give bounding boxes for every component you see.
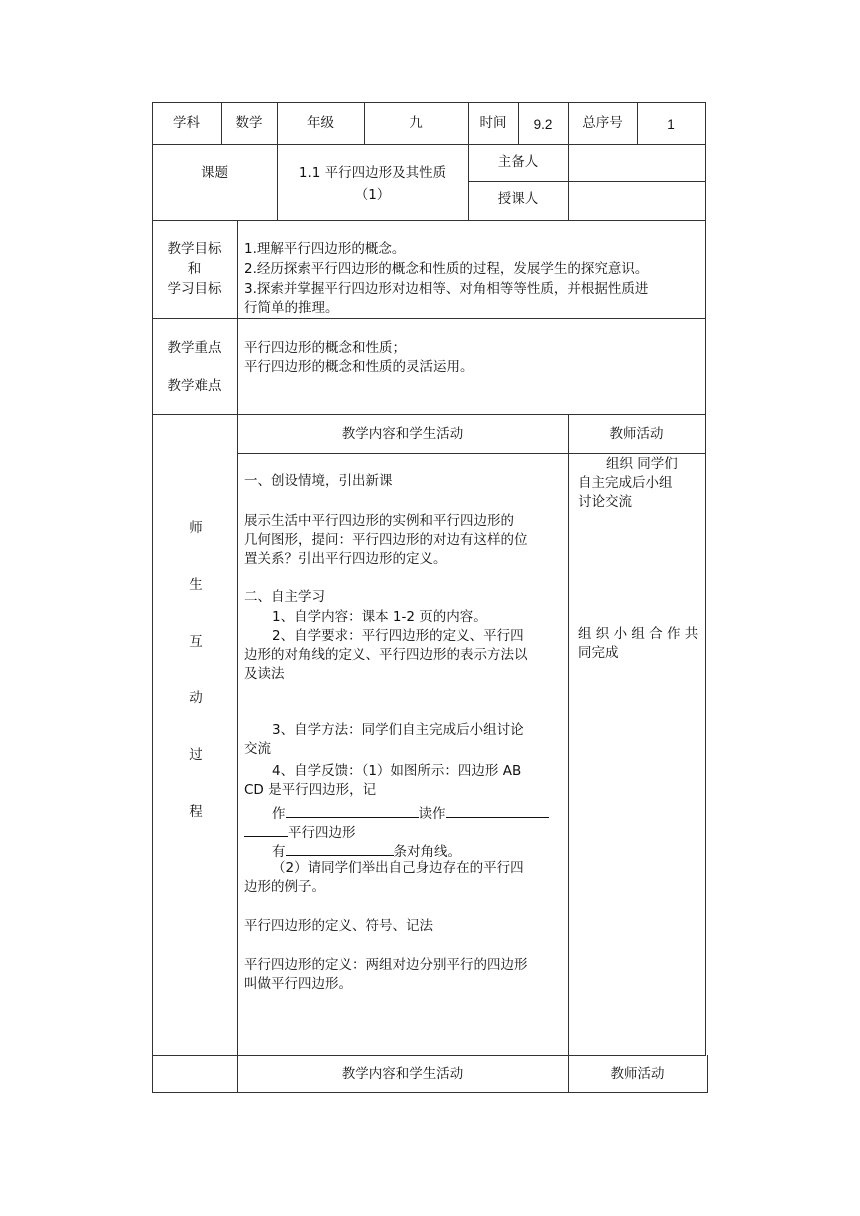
self-study-item: 4、自学反馈：（1）如图所示：四边形 AB [272, 763, 522, 779]
self-study-item: CD 是平行四边形，记 [244, 782, 377, 798]
answer-blank[interactable] [286, 843, 394, 856]
time-label: 时间 [479, 115, 507, 131]
topic-title: 1.1 平行四边形及其性质 [298, 165, 447, 181]
fill-blank-middle: 读作 [418, 806, 446, 822]
side-char: 动 [189, 690, 203, 706]
self-study-item: （2）请同学们举出自己身边存在的平行四 [272, 860, 524, 876]
teacher-activity-2: 同完成 [578, 645, 619, 661]
topic-label: 课题 [201, 165, 228, 181]
fill-blank-suffix: 条对角线。 [393, 844, 461, 860]
self-study-item: 边形的对角线的定义、平行四边形的表示方法以 [244, 647, 528, 663]
fill-blank-line [244, 824, 356, 841]
sequence-value: 1 [667, 117, 675, 132]
side-char: 生 [189, 577, 203, 593]
preparer-label: 主备人 [497, 154, 539, 170]
self-study-item: 2、自学要求：平行四边形的定义、平行四 [272, 628, 524, 644]
side-char: 互 [189, 634, 203, 650]
section-2-title: 二、自主学习 [244, 589, 325, 605]
side-char: 过 [189, 747, 203, 763]
difficulties-label: 教学难点 [167, 378, 222, 394]
side-char: 师 [189, 520, 203, 536]
self-study-item: 3、自学方法：同学们自主完成后小组讨论 [272, 722, 524, 738]
teacher-activity-2: 组 织 小 组 合 作 共 [578, 626, 699, 642]
key-points-label: 教学重点 [167, 340, 222, 356]
self-study-item: 1、自学内容：课本 1-2 页的内容。 [272, 609, 487, 625]
section-1-paragraph: 展示生活中平行四边形的实例和平行四边形的 [244, 513, 514, 529]
teacher-activity-1: 讨论交流 [578, 494, 632, 510]
subject-label: 学科 [173, 115, 200, 131]
section-1-paragraph: 几何图形，提问：平行四边形的对边有这样的位 [244, 532, 528, 548]
grade-value: 九 [409, 115, 423, 131]
goal-item-3: 3.探索并掌握平行四边形对边相等、对角相等等性质，并根据性质进 [244, 281, 649, 297]
teacher-activity-1: 组织 同学们 [606, 456, 678, 472]
difficulties-text: 平行四边形的概念和性质的灵活运用。 [244, 359, 474, 375]
teacher-label: 授课人 [497, 191, 539, 207]
answer-blank[interactable] [446, 805, 549, 818]
definition-text: 叫做平行四边形。 [244, 976, 352, 992]
fill-blank-line [272, 843, 461, 860]
fill-blank-prefix: 作 [272, 806, 286, 822]
self-study-item: 边形的例子。 [244, 879, 325, 895]
subject-value: 数学 [235, 115, 263, 131]
teacher-activity-1: 自主完成后小组 [578, 475, 673, 491]
fill-blank-line [272, 805, 549, 822]
teacher-column-header-repeat: 教师活动 [610, 1066, 665, 1082]
key-points-text: 平行四边形的概念和性质； [244, 340, 406, 356]
goal-item-2: 2.经历探索平行四边形的概念和性质的过程，发展学生的探究意识。 [244, 261, 649, 277]
fill-blank-prefix: 有 [272, 844, 286, 860]
self-study-item: 及读法 [244, 666, 285, 682]
time-value: 9.2 [533, 117, 553, 132]
grade-label: 年级 [307, 115, 334, 131]
self-study-item: 交流 [244, 741, 271, 757]
content-column-header-repeat: 教学内容和学生活动 [341, 1066, 464, 1082]
sequence-label: 总序号 [582, 115, 623, 131]
answer-blank[interactable] [244, 824, 288, 837]
goals-label-line1: 教学目标 [167, 241, 222, 257]
side-char: 程 [189, 804, 203, 820]
goal-item-1: 1.理解平行四边形的概念。 [244, 241, 406, 257]
fill-blank-suffix: 平行四边形 [288, 825, 356, 841]
goals-label-line3: 学习目标 [167, 281, 222, 297]
goal-item-3-cont: 行简单的推理。 [244, 300, 339, 316]
teacher-column-header: 教师活动 [609, 426, 664, 442]
section-1-title: 一、创设情境，引出新课 [244, 473, 393, 489]
answer-blank[interactable] [286, 805, 419, 818]
goals-label-line2: 和 [187, 261, 202, 277]
section-1-paragraph: 置关系？引出平行四边形的定义。 [244, 551, 447, 567]
topic-title-part: （1） [354, 187, 391, 203]
definition-text: 平行四边形的定义：两组对边分别平行的四边形 [244, 957, 528, 973]
section-3-title: 平行四边形的定义、符号、记法 [244, 918, 433, 934]
content-column-header: 教学内容和学生活动 [341, 426, 464, 442]
